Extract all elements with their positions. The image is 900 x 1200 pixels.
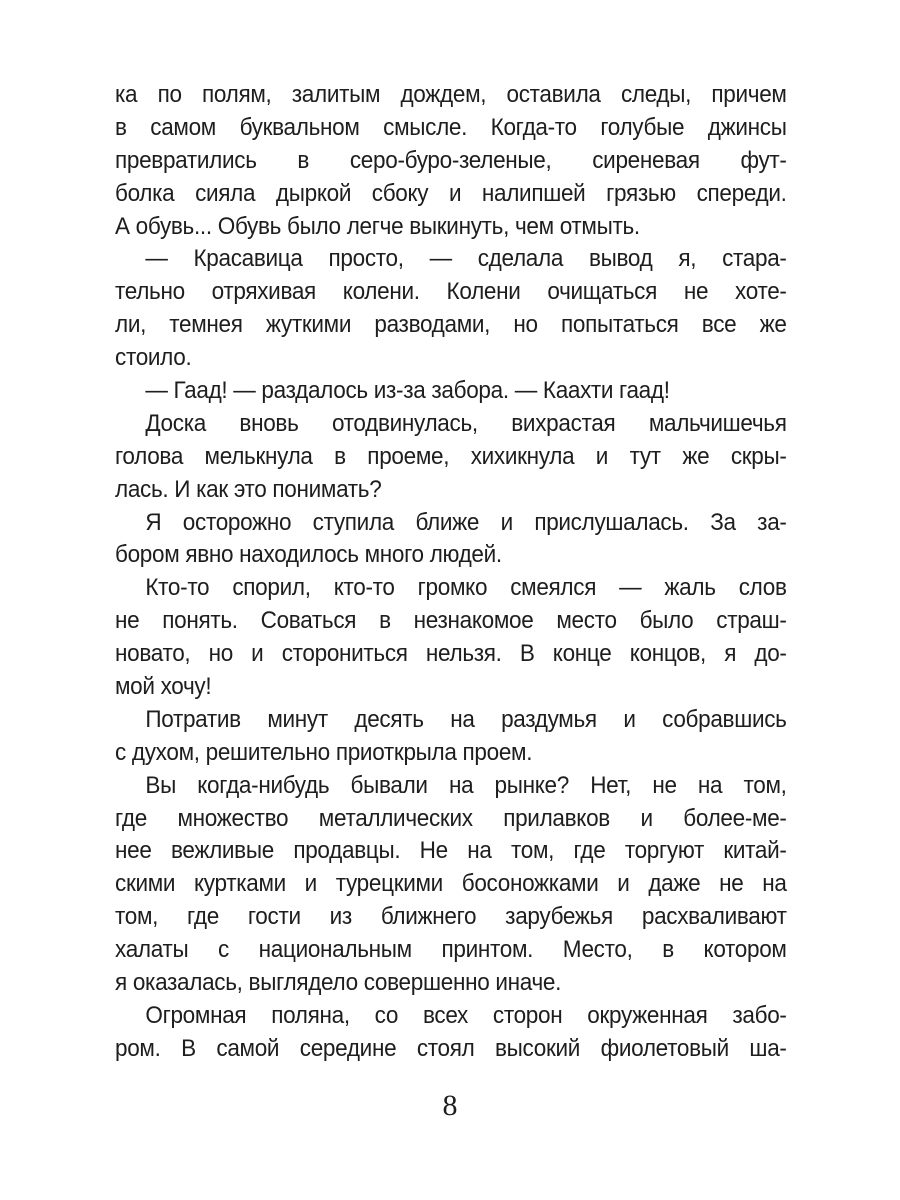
text-line: превратились в серо-буро-зеленые, сиреневая фут-: [115, 146, 787, 174]
paragraph: [115, 243, 787, 375]
paragraph: [115, 704, 787, 770]
text-line: мой хочу!: [115, 673, 212, 701]
text-line: Доска вновь отодвинулась, вихрастая мальчишечья: [145, 409, 787, 437]
text-line: не понять. Соваться в незнакомое место было страш-: [115, 607, 787, 635]
text-line: где множество металлических прилавков и более-ме-: [115, 804, 787, 832]
paragraph: [115, 770, 787, 1000]
paragraph: [115, 79, 787, 243]
text-line: Я осторожно ступила ближе и прислушалась. За за-: [145, 508, 787, 536]
text-line: бором явно находилось много людей.: [115, 541, 502, 569]
text-line: ром. В самой середине стоял высокий фиолетовый ша-: [115, 1034, 787, 1062]
text-line: — Гаад! — раздалось из-за забора. — Каахти гаад!: [145, 377, 670, 405]
text-line: новато, но и сторониться нельзя. В конце концов, я до-: [115, 640, 787, 668]
text-line: болка сияла дыркой сбоку и налипшей грязью спереди.: [115, 179, 787, 207]
text-line: скими куртками и турецкими босоножками и даже не на: [115, 870, 787, 898]
text-line: том, где гости из ближнего зарубежья расхваливают: [115, 903, 787, 931]
text-line: Кто-то спорил, кто-то громко смеялся — жаль слов: [145, 574, 787, 602]
page-number: 8: [442, 1089, 458, 1122]
text-line: — Красавица просто, — сделала вывод я, стара-: [145, 245, 787, 273]
text-line: в самом буквальном смысле. Когда-то голубые джинсы: [115, 113, 787, 141]
text-line: Огромная поляна, со всех сторон окруженная забо-: [145, 1001, 787, 1029]
book-page-text: [115, 79, 787, 1066]
text-line: тельно отряхивая колени. Колени очищаться не хоте-: [115, 278, 787, 306]
text-line: Вы когда-нибудь бывали на рынке? Нет, не на том,: [145, 771, 787, 799]
text-line: Потратив минут десять на раздумья и собравшись: [145, 705, 787, 733]
text-line: ли, темнея жуткими разводами, но попытаться все же: [115, 311, 787, 339]
paragraph: [115, 375, 787, 408]
text-line: нее вежливые продавцы. Не на том, где торгуют китай-: [115, 837, 787, 865]
paragraph: [115, 507, 787, 573]
text-line: стоило.: [115, 344, 192, 372]
paragraph: [115, 408, 787, 507]
text-line: ка по полям, залитым дождем, оставила следы, причем: [115, 81, 787, 108]
text-line: халаты с национальным принтом. Место, в котором: [115, 936, 787, 964]
text-line: я оказалась, выглядело совершенно иначе.: [115, 969, 562, 997]
paragraph: [115, 572, 787, 704]
text-line: с духом, решительно приоткрыла проем.: [115, 738, 533, 766]
text-line: голова мелькнула в проеме, хихикнула и тут же скры-: [115, 442, 787, 470]
paragraph: [115, 1000, 787, 1066]
text-line: лась. И как это понимать?: [115, 475, 382, 503]
text-line: А обувь... Обувь было легче выкинуть, чем отмыть.: [115, 212, 640, 240]
